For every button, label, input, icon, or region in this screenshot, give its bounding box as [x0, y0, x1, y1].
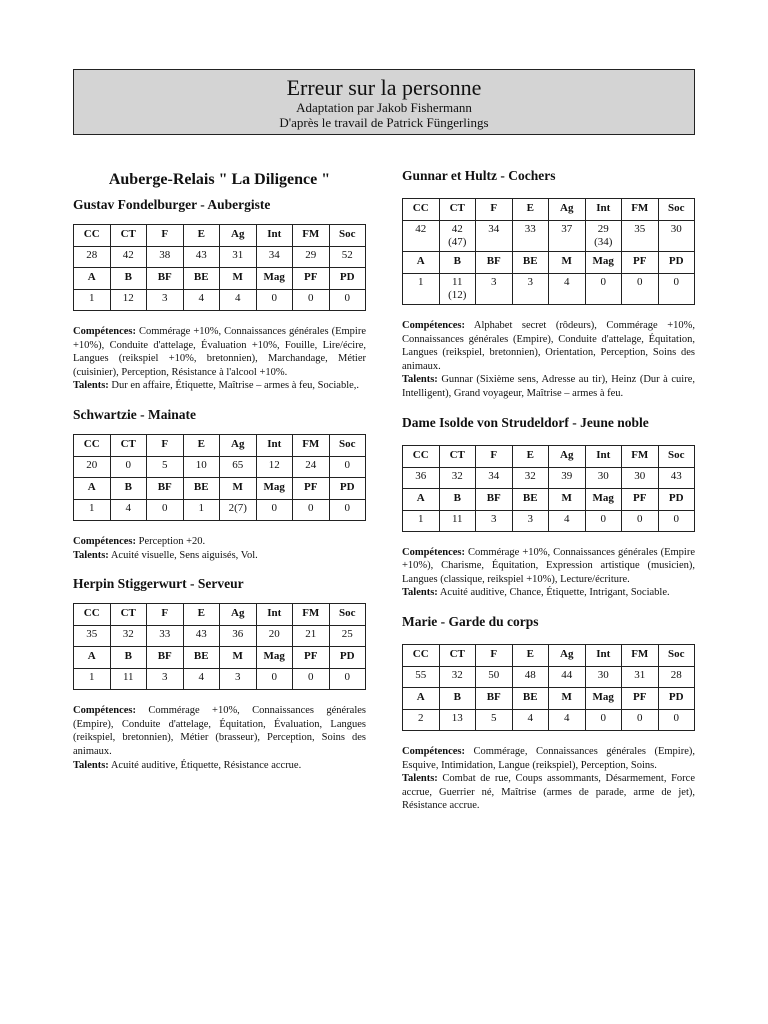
stat-header-cell: CC: [403, 199, 440, 221]
stat-header-cell: Int: [585, 199, 622, 221]
stat-header-cell: CC: [403, 445, 440, 467]
npc-description: [402, 319, 695, 401]
competences-label: Compétences:: [402, 320, 465, 331]
stat-value-cell: 42: [110, 247, 147, 268]
stat-header-cell: B: [439, 687, 476, 709]
stat-header-row: [74, 604, 366, 626]
stat-value-cell: 4: [549, 510, 586, 531]
stat-header-cell: Mag: [585, 687, 622, 709]
stat-header-cell: PF: [293, 268, 330, 290]
stat-value-cell: 48: [512, 666, 549, 687]
competences-label: Compétences:: [402, 546, 465, 558]
stat-header-cell: Mag: [585, 252, 622, 274]
stat-header-cell: Ag: [220, 225, 257, 247]
stat-value-cell: 30: [585, 666, 622, 687]
competences-text: Perception +20.: [135, 535, 206, 547]
stat-header-cell: FM: [293, 604, 330, 626]
competences-text: Commérage +10%, Connaissances générales (Empire +10%), Charisme, Équitation, Expression artistique (musicien), Langues (classique, reikspiel +10%), Lecture/écriture.: [402, 546, 695, 585]
competences-text: Commérage, Connaissances générales (Empire), Esquive, Intimidation, Langue (reikspiel), Perception, Soins.: [402, 745, 695, 771]
stat-value-cell: 0: [110, 456, 147, 477]
competences-label: Compétences:: [73, 705, 136, 717]
stat-header-cell: Soc: [658, 199, 695, 221]
stat-header-row: [403, 488, 695, 510]
stat-value-cell: 0: [622, 709, 659, 730]
stat-value-cell: 0: [293, 669, 330, 690]
stat-value-cell: 3: [220, 669, 257, 690]
stat-value-cell: 35: [74, 626, 111, 647]
stat-value-cell: 0: [658, 274, 695, 305]
stat-value-row: [74, 247, 366, 268]
stat-value-cell: 32: [439, 467, 476, 488]
stat-value-cell: 1: [403, 274, 440, 305]
stat-header-cell: PD: [658, 252, 695, 274]
stat-header-cell: PF: [622, 252, 659, 274]
stat-header-cell: CC: [74, 434, 111, 456]
stat-header-cell: A: [403, 488, 440, 510]
stat-header-cell: F: [476, 445, 513, 467]
stat-value-cell: 55: [403, 666, 440, 687]
stat-value-cell: 1: [183, 499, 220, 520]
stat-header-cell: Ag: [549, 445, 586, 467]
stat-header-cell: CC: [74, 225, 111, 247]
right-npc-list: [402, 168, 695, 813]
stat-header-row: [74, 434, 366, 456]
stat-table: [73, 603, 366, 690]
stat-header-cell: A: [403, 687, 440, 709]
npc-block-dame-isolde-von-strudeldorf: [402, 415, 695, 600]
stat-value-cell: 25: [329, 626, 366, 647]
npc-name: Gustav Fondelburger - Aubergiste: [73, 197, 271, 212]
stat-value-cell: 44: [549, 666, 586, 687]
competences-label: Compétences:: [402, 745, 465, 757]
stat-value-cell: 20: [74, 456, 111, 477]
stat-value-cell: 4: [183, 290, 220, 311]
npc-description: [73, 704, 366, 772]
talents-label: Talents:: [402, 587, 438, 599]
stat-header-cell: M: [549, 252, 586, 274]
stat-header-cell: FM: [293, 434, 330, 456]
stat-value-cell: 33: [147, 626, 184, 647]
stat-header-cell: BF: [147, 268, 184, 290]
stat-value-row: [403, 467, 695, 488]
stat-value-cell: 4: [549, 274, 586, 305]
original-credit: D'après le travail de Patrick Füngerlings: [279, 115, 489, 130]
stat-header-cell: Soc: [329, 434, 366, 456]
stat-value-cell: 2(7): [220, 499, 257, 520]
stat-value-cell: 5: [147, 456, 184, 477]
stat-value-row: [74, 290, 366, 311]
stat-value-cell: 4: [549, 709, 586, 730]
stat-header-cell: M: [549, 687, 586, 709]
stat-value-cell: 32: [110, 626, 147, 647]
stat-header-cell: BF: [147, 477, 184, 499]
stat-header-cell: Mag: [256, 268, 293, 290]
stat-header-cell: FM: [293, 225, 330, 247]
stat-value-cell: 39: [549, 467, 586, 488]
talents-text: Dur en affaire, Étiquette, Maîtrise – armes à feu, Sociable,.: [108, 380, 360, 392]
stat-value-cell: 4: [183, 669, 220, 690]
stat-value-cell: 0: [147, 499, 184, 520]
stat-value-cell: 31: [220, 247, 257, 268]
stat-value-cell: 29 (34): [585, 221, 622, 252]
stat-value-cell: 30: [658, 221, 695, 252]
stat-header-cell: BF: [147, 647, 184, 669]
stat-value-cell: 37: [549, 221, 586, 252]
npc-name: Gunnar et Hultz - Cochers: [402, 168, 556, 183]
stat-header-cell: Ag: [220, 434, 257, 456]
stat-value-row: [74, 669, 366, 690]
stat-value-cell: 42: [403, 221, 440, 252]
stat-header-cell: Soc: [658, 644, 695, 666]
stat-header-cell: F: [147, 225, 184, 247]
left-npc-list: [73, 197, 366, 772]
stat-value-cell: 11: [110, 669, 147, 690]
stat-value-cell: 4: [220, 290, 257, 311]
talents-text: Acuité auditive, Étiquette, Résistance accrue.: [108, 759, 302, 771]
stat-header-cell: CC: [403, 644, 440, 666]
stat-value-cell: 20: [256, 626, 293, 647]
stat-value-cell: 34: [256, 247, 293, 268]
stat-value-cell: 29: [293, 247, 330, 268]
stat-header-cell: CT: [110, 604, 147, 626]
stat-value-cell: 32: [439, 666, 476, 687]
talents-label: Talents:: [73, 549, 109, 561]
stat-value-cell: 12: [256, 456, 293, 477]
stat-header-cell: B: [439, 252, 476, 274]
stat-header-cell: Int: [585, 445, 622, 467]
stat-value-row: [74, 456, 366, 477]
competences-text: Commérage +10%, Connaissances générales (Empire), Conduite d'attelage, Équitation, Évaluation, Langues (reikspiel, bretonnien), Métier (brasseur), Perception, Soins des animaux.: [73, 705, 366, 757]
stat-header-cell: FM: [622, 644, 659, 666]
stat-header-cell: PF: [622, 488, 659, 510]
stat-header-row: [403, 687, 695, 709]
npc-description: [73, 325, 366, 393]
stat-value-cell: 30: [585, 467, 622, 488]
stat-header-cell: M: [220, 647, 257, 669]
stat-value-cell: 0: [622, 510, 659, 531]
stat-header-cell: PD: [329, 268, 366, 290]
npc-name: Schwartzie - Mainate: [73, 406, 196, 422]
stat-value-cell: 4: [110, 499, 147, 520]
npc-description: [73, 535, 366, 562]
stat-header-cell: E: [183, 604, 220, 626]
stat-value-cell: 3: [147, 669, 184, 690]
stat-header-row: [403, 252, 695, 274]
stat-header-cell: BE: [512, 488, 549, 510]
competences-label: Compétences:: [73, 326, 136, 337]
stat-value-cell: 50: [476, 666, 513, 687]
stat-header-cell: BE: [183, 477, 220, 499]
stat-value-cell: 36: [403, 467, 440, 488]
stat-header-cell: Soc: [329, 604, 366, 626]
npc-block-schwartzie: [73, 407, 366, 562]
stat-header-cell: BF: [476, 687, 513, 709]
stat-header-cell: PD: [658, 687, 695, 709]
stat-header-cell: BE: [512, 252, 549, 274]
stat-value-cell: 1: [74, 290, 111, 311]
stat-value-cell: 11 (12): [439, 274, 476, 305]
stat-header-cell: CT: [439, 445, 476, 467]
stat-value-cell: 1: [74, 499, 111, 520]
stat-table: [73, 434, 366, 521]
stat-value-cell: 0: [585, 709, 622, 730]
stat-value-row: [74, 499, 366, 520]
stat-value-cell: 0: [585, 274, 622, 305]
stat-header-cell: Ag: [220, 604, 257, 626]
stat-value-cell: 43: [183, 626, 220, 647]
talents-label: Talents:: [402, 374, 438, 386]
stat-header-cell: PD: [329, 477, 366, 499]
stat-value-cell: 34: [476, 467, 513, 488]
talents-text: Combat de rue, Coups assommants, Désarmement, Force accrue, Guerrier né, Maîtrise (armes de parade, arme de jet), Résistance accrue.: [402, 773, 695, 812]
stat-header-row: [403, 445, 695, 467]
stat-header-cell: CT: [439, 199, 476, 221]
stat-header-cell: A: [74, 647, 111, 669]
stat-value-cell: 34: [476, 221, 513, 252]
stat-header-cell: BF: [476, 252, 513, 274]
right-column: [402, 168, 695, 827]
npc-name: Herpin Stiggerwurt - Serveur: [73, 576, 244, 592]
stat-header-cell: Soc: [329, 225, 366, 247]
stat-value-cell: 65: [220, 456, 257, 477]
stat-header-cell: F: [476, 199, 513, 221]
stat-header-row: [74, 477, 366, 499]
stat-value-cell: 42 (47): [439, 221, 476, 252]
stat-value-cell: 38: [147, 247, 184, 268]
stat-header-cell: E: [183, 434, 220, 456]
stat-value-cell: 5: [476, 709, 513, 730]
npc-block-gunnar-et-hultz: [402, 168, 695, 401]
stat-header-cell: Int: [585, 644, 622, 666]
stat-header-cell: BE: [183, 647, 220, 669]
stat-value-cell: 28: [74, 247, 111, 268]
stat-table: [402, 198, 695, 305]
stat-value-cell: 24: [293, 456, 330, 477]
talents-text: Acuité auditive, Chance, Étiquette, Intrigant, Sociable.: [437, 587, 670, 599]
stat-header-cell: A: [403, 252, 440, 274]
stat-header-cell: Int: [256, 604, 293, 626]
competences-text: Alphabet secret (rôdeurs), Commérage +10%, Connaissances générales (Empire), Conduite d'attelage, Équitation, Langues (reikspiel, bretonnien), Orientation, Perception, Soins des animaux.: [402, 320, 695, 372]
stat-value-cell: 1: [74, 669, 111, 690]
stat-header-row: [403, 644, 695, 666]
talents-text: Gunnar (Sixième sens, Adresse au tir), Heinz (Dur à cuire, Intelligent), Grand voyageur, Maîtrise – armes à feu.: [402, 374, 695, 399]
stat-value-row: [403, 666, 695, 687]
stat-value-cell: 0: [256, 499, 293, 520]
talents-label: Talents:: [402, 773, 438, 785]
stat-value-cell: 0: [256, 290, 293, 311]
stat-value-cell: 31: [622, 666, 659, 687]
stat-value-cell: 3: [476, 274, 513, 305]
stat-header-cell: FM: [622, 445, 659, 467]
stat-table: [402, 445, 695, 532]
npc-block-gustav-fondelburger: [73, 197, 366, 393]
stat-header-cell: Soc: [658, 445, 695, 467]
stat-header-row: [74, 268, 366, 290]
stat-value-cell: 4: [512, 709, 549, 730]
stat-header-cell: F: [147, 434, 184, 456]
stat-header-row: [403, 199, 695, 221]
stat-header-cell: PD: [658, 488, 695, 510]
npc-description: [402, 745, 695, 813]
npc-name: Marie - Garde du corps: [402, 613, 539, 629]
stat-value-cell: 0: [256, 669, 293, 690]
stat-value-cell: 43: [183, 247, 220, 268]
stat-value-cell: 12: [110, 290, 147, 311]
stat-value-cell: 3: [512, 510, 549, 531]
stat-table: [73, 224, 366, 311]
stat-table: [402, 644, 695, 731]
stat-header-cell: E: [512, 644, 549, 666]
stat-header-cell: M: [220, 477, 257, 499]
stat-header-row: [74, 647, 366, 669]
stat-header-cell: E: [512, 199, 549, 221]
stat-value-cell: 0: [293, 290, 330, 311]
stat-header-cell: PD: [329, 647, 366, 669]
stat-header-cell: A: [74, 477, 111, 499]
stat-header-cell: PF: [293, 647, 330, 669]
stat-header-cell: CT: [439, 644, 476, 666]
stat-header-cell: Mag: [585, 488, 622, 510]
npc-block-marie: [402, 614, 695, 813]
stat-value-cell: 10: [183, 456, 220, 477]
stat-header-cell: Int: [256, 225, 293, 247]
stat-value-cell: 0: [658, 510, 695, 531]
stat-value-cell: 35: [622, 221, 659, 252]
stat-header-cell: B: [110, 268, 147, 290]
stat-value-row: [403, 221, 695, 252]
stat-value-cell: 2: [403, 709, 440, 730]
stat-value-cell: 0: [622, 274, 659, 305]
stat-header-cell: PF: [622, 687, 659, 709]
stat-value-cell: 11: [439, 510, 476, 531]
stat-value-cell: 21: [293, 626, 330, 647]
stat-header-cell: BE: [512, 687, 549, 709]
stat-header-cell: E: [512, 445, 549, 467]
npc-name: Dame Isolde von Strudeldorf - Jeune noble: [402, 414, 649, 430]
document-title: Erreur sur la personne: [286, 75, 482, 100]
npc-block-herpin-stiggerwurt: [73, 576, 366, 772]
stat-value-cell: 52: [329, 247, 366, 268]
stat-header-cell: F: [476, 644, 513, 666]
stat-value-cell: 43: [658, 467, 695, 488]
stat-header-cell: A: [74, 268, 111, 290]
stat-header-cell: CC: [74, 604, 111, 626]
stat-value-row: [403, 709, 695, 730]
stat-value-cell: 3: [147, 290, 184, 311]
left-column: [73, 168, 366, 786]
title-box: [73, 69, 695, 135]
stat-header-cell: M: [220, 268, 257, 290]
stat-header-cell: Ag: [549, 199, 586, 221]
stat-value-cell: 3: [512, 274, 549, 305]
stat-value-cell: 32: [512, 467, 549, 488]
stat-value-cell: 3: [476, 510, 513, 531]
stat-header-cell: Mag: [256, 647, 293, 669]
section-title: Auberge-Relais " La Diligence ": [108, 171, 331, 188]
talents-label: Talents:: [73, 380, 109, 392]
competences-label: Compétences:: [73, 535, 136, 547]
stat-value-cell: 0: [329, 290, 366, 311]
stat-header-row: [74, 225, 366, 247]
stat-header-cell: B: [439, 488, 476, 510]
stat-header-cell: B: [110, 647, 147, 669]
stat-header-cell: Ag: [549, 644, 586, 666]
stat-header-cell: CT: [110, 225, 147, 247]
stat-value-cell: 13: [439, 709, 476, 730]
stat-header-cell: Int: [256, 434, 293, 456]
stat-value-cell: 30: [622, 467, 659, 488]
stat-value-cell: 0: [329, 499, 366, 520]
stat-header-cell: B: [110, 477, 147, 499]
stat-value-row: [403, 510, 695, 531]
adaptation-credit: Adaptation par Jakob Fishermann: [296, 100, 472, 115]
stat-header-cell: E: [183, 225, 220, 247]
stat-header-cell: Mag: [256, 477, 293, 499]
stat-value-cell: 0: [329, 669, 366, 690]
stat-value-cell: 0: [585, 510, 622, 531]
stat-value-cell: 0: [658, 709, 695, 730]
stat-value-cell: 1: [403, 510, 440, 531]
talents-label: Talents:: [73, 759, 109, 771]
stat-value-row: [74, 626, 366, 647]
stat-value-cell: 0: [329, 456, 366, 477]
stat-value-cell: 36: [220, 626, 257, 647]
stat-value-cell: 33: [512, 221, 549, 252]
competences-text: Commérage +10%, Connaissances générales (Empire +10%), Conduite d'attelage, Évaluation +10%, Fouille, Lire/écire, Langues (reikspiel +10%, bretonnien), Marchandage, Métier (cuisinier), Perception, Résistance à l'alcool +10%.: [73, 326, 366, 378]
stat-value-row: [403, 274, 695, 305]
npc-description: [402, 546, 695, 600]
stat-header-cell: FM: [622, 199, 659, 221]
stat-header-cell: F: [147, 604, 184, 626]
stat-header-cell: M: [549, 488, 586, 510]
stat-header-cell: BF: [476, 488, 513, 510]
stat-header-cell: CT: [110, 434, 147, 456]
stat-value-cell: 28: [658, 666, 695, 687]
talents-text: Acuité visuelle, Sens aiguisés, Vol.: [108, 549, 258, 561]
stat-header-cell: BE: [183, 268, 220, 290]
stat-value-cell: 0: [293, 499, 330, 520]
stat-header-cell: PF: [293, 477, 330, 499]
